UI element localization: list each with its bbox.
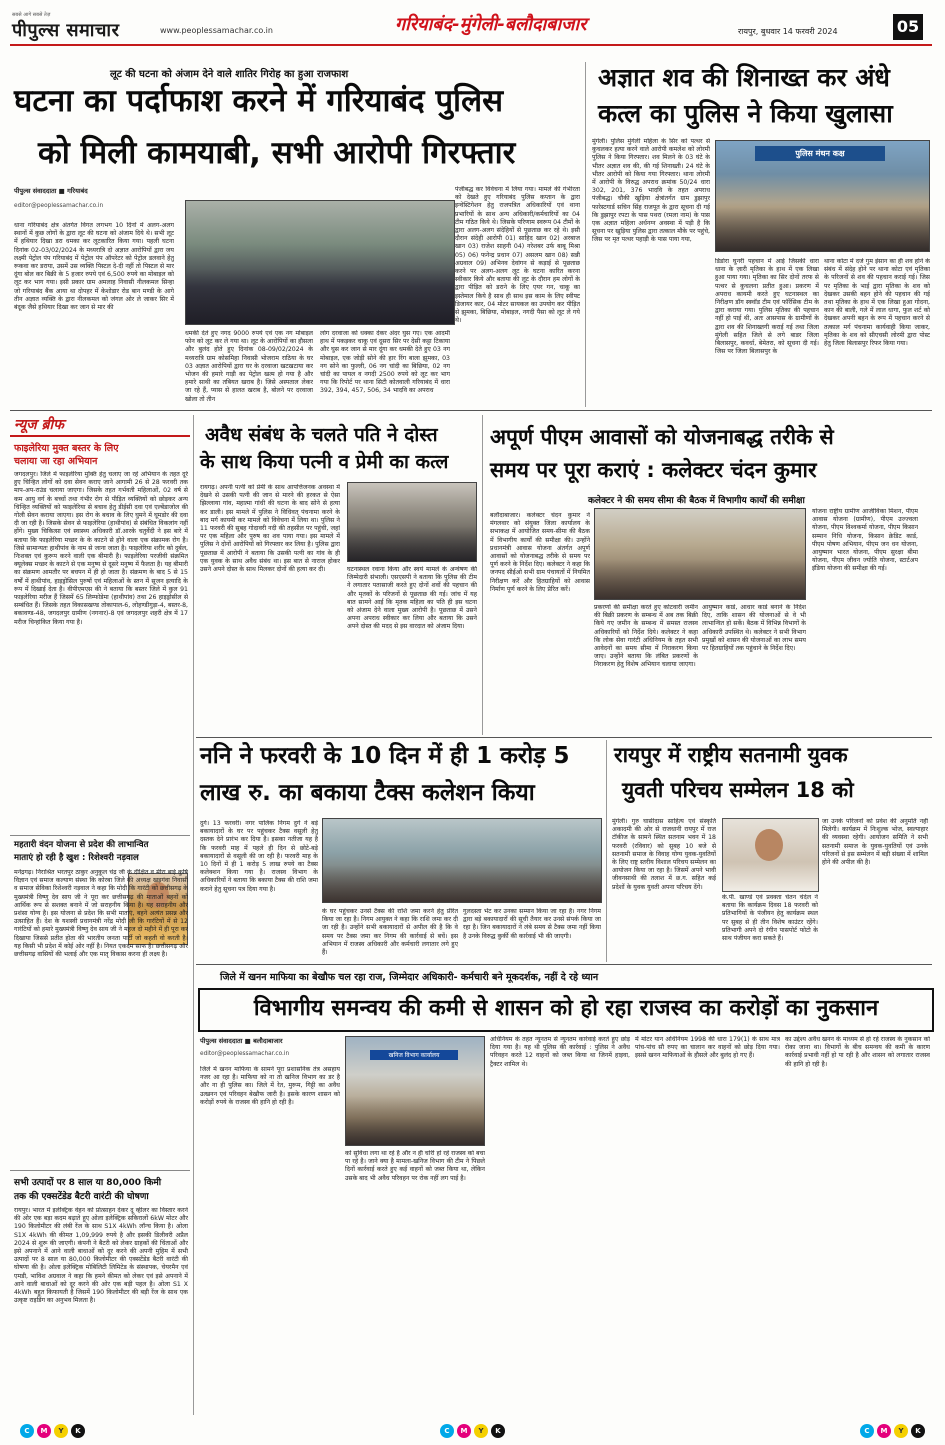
divider-story3-story4	[482, 415, 483, 735]
bottom-byline-text: पीपुल्स संवाददाता ■ बलौदाबाजार	[200, 1037, 283, 1045]
footer-cmyk-center	[440, 1424, 505, 1438]
story-6-column-3: जा उनके परिजनों को प्रवेश की अनुमति नहीं मिलेगी। कार्यक्रम में निःशुल्क भोज, स्वल्पाहार की व्यवस्था रहेगी। आयोजन समिति ने सभी सतनामी समाज के युवक-युवतियों एवं उनके परिजनों से इस सम्मेलन में बड़ी संख्या में शामिल होने की अपील की है।	[822, 818, 928, 867]
story-3-column-2: घटनास्थल रवाना किया और स्वयं मामले के अन्वेषण की जिम्मेदारी संभाली। एसएसपी ने बताया कि पुलिस की टीम ने लगातार पतासाजी करते हुए दोनों शवों की पहचान की और मृतकों के परिजनों से पूछताछ की गई। जांच में यह बात सामने आई कि मृतक महिला का पति ही इस घटना को अंजाम देने वाला मुख्य आरोपी है। पूछताछ में उसने अपना अपराध स्वीकार कर लिया और बताया कि उसने अपने दोस्त की मदद से इस वारदात को अंजाम दिया।	[347, 566, 477, 631]
tax-collection-photo	[322, 818, 602, 903]
story-3-column-1: रायगढ़। अपनी पत्नी को प्रेमी के साथ आपत्तिजनक अवस्था में देखने से उसकी पत्नी की जान से मारने की हरकत से ऐसा झिल्लाया गांव, महात्मा गांधी की घटना के बाद सोने से हत्या कर डाली। इस मामले में पुलिस ने विधिवत् पंचनामा करने के बाद मर्ग कायमी कर मामले को विवेचना में लिया था। पुलिस ने 11 फरवरी की सुबह गोदावरी नदी की तहसील पर पहुंची, जहां पर एक महिला और पुरुष का शव पाया गया। इस मामले में पुलिस ने दोनों आरोपियों को गिरफ्तार कर लिया है। पुलिस द्वारा पूछताछ में आरोपी ने बताया कि उसकी पत्नी का गांव के ही एक युवक के साथ अवैध संबंध था। इस बात से नाराज होकर उसने अपने दोस्त के साथ मिलकर दोनों की हत्या कर दी।	[200, 484, 340, 574]
brief-divider-1	[10, 835, 190, 836]
site-url[interactable]: www.peoplessamachar.co.in	[160, 26, 273, 35]
brief-2-title-line-2: माताएं हो रही है खुश : रिशेश्वरी नड़वाल	[14, 853, 139, 863]
divider-brief	[193, 415, 194, 1415]
story-4-column-1: बलौदाबाजार। कलेक्टर चंदन कुमार ने मंगलवार को संयुक्त जिला कार्यालय के सभाकक्ष में आयोजित समय-सीमा की बैठक में विभागीय कार्यों की समीक्षा की। उन्होंने प्रधानमंत्री आवास योजना अंतर्गत अपूर्ण आवासों को योजनाबद्ध तरीके से समय पर पूर्ण करने के निर्देश दिए। कलेक्टर ने कहा कि जनपद सीईओ सभी ग्राम पंचायतों में नियमित निरीक्षण करें और हितग्राहियों को आवास निर्माण पूर्ण करने के लिए प्रेरित करें।	[490, 512, 590, 593]
logo	[12, 12, 162, 40]
brief-3-title-line-2: तक की एक्सटेंडेड बैटरी वारंटी की घोषणा	[14, 1192, 149, 1202]
story-1-column-3: लोग दरवाजा को धक्का देकर अंदर घुस गए। एक आदमी हाथ में पकड़कर चाकू एवं दूसरा सिर पर देसी कट्टा टिकाया और घुस कर जान से मार दूंगा कर धमकी देते हुए 03 नग मोबाइल, एक जोड़ी सोने की हार रिंग बाला झुमका, 03 नग सोने का फुल्ली, 06 नग चांदी का बिछिया, 02 नग चांदी का पायल व नगदी 2500 रुपये को लूट कर भाग गया कि रिपोर्ट पर थाना सिटी कोतवाली गरियाबंद में धारा 392, 394, 457, 506, 34 भादवि का अपराध	[320, 330, 450, 395]
story-2-column-3: थाना कोटा में दर्ज गुम इंसान का ही शव होने के संबंध में संदेह होने पर थाना कोटा एवं मृतिका के परिजनों से शव की पहचान कराई गई। जिस पर मृतिका के भाई द्वारा मृतिका के शव को देखकर उसकी बहन होने की पहचान की गई तथा मृतिका के हाथ में एक लिखा हुआ गोदना, कान की बाली, गले में लाल धागा, फुल शर्ट को देखकर अपनी बहन के रूप में पहचान करने से तत्काल मर्ग पंचनामा कार्यवाही किया जाकर, मृतिका के शव को सीएचसी लोरमी द्वारा पोस्ट हेतु जिला बिलासपुर रिफर किया गया।	[824, 258, 930, 348]
issue-date: रायपुर, बुधवार 14 फरवरी 2024	[738, 27, 838, 36]
story-4-headline-line-2: समय पर पूरा कराएं : कलेक्टर चंदन कुमार	[490, 458, 817, 482]
story-1-kicker: लूट की घटना को अंजाम देने वाले शातिर गिरोह का हुआ राजफाश	[110, 69, 349, 80]
story-3-photo	[347, 482, 477, 562]
story-2-photo	[715, 140, 930, 252]
story-4-headline-line-1: अपूर्ण पीएम आवासों को योजनाबद्ध तरीके से	[490, 425, 834, 449]
portrait-face	[755, 829, 783, 861]
cmyk-k: K	[491, 1424, 505, 1438]
masthead	[0, 0, 945, 48]
story-2-headline-line-2: कत्ल का पुलिस ने किया खुलासा	[598, 99, 893, 128]
news-brief-rule	[10, 435, 190, 437]
bottom-column-3: अधिनियम के तहत न्यूनतम से न्यूनतम कार्रवाई करते हुए छोड़ दिया गया है। यह थी पुलिस की कार्रवाई : पुलिस ने अवैध परिवहन करते 12 वाहनों को जब्त किया था जिनमें हाइवा, ट्रैक्टर शामिल थे।	[490, 1036, 630, 1068]
bottom-headline-box	[198, 988, 934, 1032]
story-1-byline	[14, 186, 174, 209]
story-4-photo	[594, 508, 806, 600]
bottom-column-1: जिले में खनन माफिया के सामने पूरा प्रशासनिक तंत्र असहाय नजर आ रहा है। माफिया को ना तो खनिज विभाग का डर है और ना ही पुलिस का। जिले में रेत, मुरूम, गिट्टी का अवैध उत्खनन एवं परिवहन बेखौफ जारी है। इसके कारण शासन को करोड़ों रुपये के राजस्व की हानि हो रही है।	[200, 1066, 340, 1106]
bottom-photo	[345, 1036, 485, 1146]
cmyk-m: M	[877, 1424, 891, 1438]
bottom-byline	[200, 1036, 345, 1057]
story-4-column-3: आयुष्मान कार्ड, आधार कार्ड बनाने के निर्देश दिए, ताकि शासन की योजनाओं से वे भी लाभान्वित हो सकें। बैठक में विभिन्न विभागों के अधिकारी उपस्थित थे। कलेक्टर ने सभी विभाग प्रमुखों को शासन की योजनाओं का लाभ समय पर हितग्राहियों तक पहुंचाने के निर्देश दिए।	[702, 604, 806, 653]
story-5-headline-line-2: लाख रु. का बकाया टैक्स कलेशन किया	[200, 780, 535, 806]
brief-3-title-line-1: सभी उत्पादों पर 8 साल या 80,000 किमी	[14, 1178, 162, 1188]
bottom-column-2: को सुविधा लगा था रहे है और न ही चोरी हो रहे राजस्व को बचा पा रहे है। जाने क्या है मामला-खनिज विभाग की टीम ने पिछले दिनों कार्रवाई करते हुए कई वाहनों को जब्त किया था, लेकिन उसके बाद भी अवैध परिवहन पर रोक नहीं लग पाई है।	[345, 1150, 485, 1182]
cmyk-c: C	[860, 1424, 874, 1438]
story-1-byline-text: पीपुल्स संवाददाता ■ गरियाबंद	[14, 187, 88, 195]
logo-text: पीपुल्स समाचार	[12, 20, 120, 41]
news-brief-label: न्यूज ब्रीफ	[14, 417, 64, 433]
story-5-column-2: के घर पहुंचकर उनसे टैक्स की राशि जमा करने हेतु प्रेरित किया जा रहा है। निगम आयुक्त ने कहा कि राशि जमा कर दी जा रही है। उन्होंने सभी बकायादारों से अपील की है कि वे समय पर टैक्स जमा कर निगम की कार्रवाई से बचें। इस अभियान में राजस्व अधिकारी और कर्मचारी लगातार लगे हुए हैं।	[322, 908, 458, 957]
bottom-column-4: में मोटर यान अधिनियम 1998 की धारा 179(1) के साथ मात्र पांच-पांच सौ रुपए का चालान कर वाहनों को छोड़ दिया गया। इससे खनन माफियाओं के हौसले और बुलंद हो गए हैं।	[635, 1036, 780, 1060]
story-1-column-1: धाना गरियाबंद क्षेत्र अंतर्गत विगत लगभग 10 दिनों में अलग-अलग स्थानों में कुछ लोगों के द्वारा लूट की घटना को अंजाम दिये थे। सभी लूट में हथियार दिखा डरा धमका कर लूटकारित किया गया। पहली घटना दिनांक 02-03/02/2024 के मध्यरात्रि दो अज्ञात आरोपियों द्वारा जय लक्ष्मी पेट्रोल पंप गरियाबंद में पेट्रोल पंप ऑपरेटर को पेट्रोल डलवाने हेतु रूकवा कर डराया, उसमें उस व्यक्ति पिस्टल दे-दी नहीं तो पिस्टल से मार दूंगा बोल कर बिक्री के 5 हजार रुपये एवं 6,500 रुपये का मोबाइल को लूट कर भाग गया। इसी प्रकार ग्राम अमलाह निवासी नीलकमल सिन्हा जो गरियाबंद बैंक आया था दोपहर में केशोडार रोड बान मण्डी के आगे तीन अज्ञात व्यक्ति के द्वारा नीलकमल को जंगल ओर ले जाकर सिर में बंदूक जैसे हथियार दिखा कर जान से मार की	[14, 222, 174, 312]
brief-1-text: जगदलपुर। जिले में फाइलेरिया मुक्ति हेतु चलाए जा रहे अभियान के तहत दूरे हुए चिन्हित लोगों को दवा सेवन कराए जाने आगामी 26 से 28 फरवरी तक माप-अप-राउंड चलाया जाएगा। जिसके तहत गर्भवती महिलाओं, 02 वर्ष से कम आयु वर्ग के बच्चों तथा गंभीर रोग से पीड़ित व्यक्तियों को छोड़कर अन्य चिन्हित व्यक्तियों को फाइलेरिया से बचाव हेतु डीईसी दवा एवं एल्बेंडाजोल की गोली सेवन कराया जाएगा। इस रोग के बचाव के लिए घुमने में घूमडोर की दवा दी जा रही है। जिसके सेवन से फाइलेरिया (हाथीपांव) से संबंधित विकलांग नहीं होंगे। मुख्य चिकित्सा एवं स्वास्थ्य अधिकारी डॉ.आरके चतुर्वेदी ने इस बारे में बताया कि फाइलेरिया मच्छर के के काटने से होने वाला एक संक्रामक रोग है। जिसे सामान्यतः हाथीपांव के नाम से जाना जाता है। फाइलेरिया शरीर को दुर्बल, निःशक्त एवं कुरूप करने वाली एक बीमारी है। फाइलेरिया परजीवी संक्रमित क्यूलेक्स मच्छर के काटने से एक मनुष्य से दूसरे मनुष्य में फैलता है। यह बीमारी का संक्रमण आमतौर पर बचपन में ही हो जाता है। संक्रमण के बाद 5 से 15 वर्षों में हाथीपांव, हाइड्रोसिल पुरुषों एवं महिलाओं के स्तन में सूजन इत्यादि के रूप में दिखाई देता है। वीपीएमएस की ने बताया कि बस्तर जिले में कुल 91 फाइलेरिया मरीज हैं जिसमें 65 लिम्फोडेमा (हाथीपांव) तथा 26 हाइड्रोसील से सम्बंधित हैं। जिसके तहत विकासखण्ड तोकापाल-6, लोहण्डीगुड़ा-4, बस्तर-8, बकावण्ड-48, जगदलपुर ग्रामीण (नगनार)-8 एवं जगदलपुर शहरी क्षेत्र में 17 मरीज चिन्हांकित किया गया है।	[14, 471, 188, 626]
story-5-photo	[322, 818, 602, 903]
brief-2-title-line-1: महतारी वंदन योजना से प्रदेश की लाभान्वित	[14, 840, 149, 850]
bottom-email[interactable]: editor@peoplessamachar.co.in	[200, 1051, 290, 1057]
cmyk-y: Y	[474, 1424, 488, 1438]
story-6-column-2: के.पी. खाण्डे एवं प्रवक्ता चेतन चंदेल ने बताया कि कार्यक्रम दिवस 18 फरवरी को प्रतिभागियों के पंजीयन हेतु कार्यक्रम स्थल पर सुबह से ही तीन विशेष काउंटर रहेंगे। प्रतिभागी अपने दो रंगीन पासपोर्ट फोटो के साथ पंजीयन करा सकते हैं।	[722, 894, 818, 943]
story-3-headline-line-2: के साथ किया पत्नी व प्रेमी का कत्ल	[200, 451, 449, 473]
story-4-subhead: कलेक्टर ने की समय सीमा की बैठक में विभागीय कार्यों की समीक्षा	[588, 496, 805, 506]
rule-bottom-section	[196, 964, 932, 965]
police-banner: पुलिस मंथन कक्ष	[755, 146, 885, 161]
footer-cmyk-right	[860, 1424, 925, 1438]
brief-3-text: रायपुर। भारत में इलेक्ट्रिक वेहन को प्रोत्साहन देकर दू व्हीलर का विस्तार करने की ओर एक बड़ा कदम बढ़ाते हुए ओला इलेक्ट्रिक सकिरालों 6kW मोटर और 190 किलोमीटर की लंबी रेंज के साथ S1X 4kWh लॉन्च किया है। ओला S1X 4kWh की कीमत 1,09,999 रुपये है और इसकी डिलीवरी अप्रैल 2024 से शुरू की जाएगी। कंपनी ने बैटरी को लेकर ग्राहकों की चिंताओं और इसे अपनाने में आने वाली बाधाओं को दूर करने की अपनी मुहिम में सभी उत्पादों पर 8 साल या 80,000 किलोमीटर की एक्सटेंडेड बैटरी वारंटी की घोषणा की है। ओला इलेक्ट्रिक मोबिलिटी लिमिटेड के संस्थापक, चेयरमैन एवं एमडी, भाविश अग्रवाल ने कहा कि हमने कीमत को लेकर एवं इसे अपनाने में आने वाली बाधाओं को दूर करने की ओर एक बड़ी पहल है। ओला S1 X 4kWh बहुत किफायती है जिसमें 190 किलोमीटर की बड़ी रेंज के साथ एक उत्कृष्ट राइडिंग का अनुभव मिलता है।	[14, 1207, 188, 1305]
story-5-column-3: गुलदस्ता भेंट कर उनका सम्मान किया जा रहा है। नगर निगम द्वारा बड़े बकायादारों की सूची तैयार कर उनसे संपर्क किया जा रहा है। जिन बकायादारों ने लंबे समय से टैक्स जमा नहीं किया है उनके विरुद्ध कुर्की की कार्रवाई भी की जाएगी।	[463, 908, 601, 940]
story-5-column-1: दुर्ग। 13 फरवरी। नगर पालिक निगम दुर्ग ने बड़े बकायादारों के घर पर पहुंचकर टैक्स वसूली हेतु दस्तक देने प्रारंभ कर दिया है। इसका नतीजा यह है कि फरवरी माह में पहले ही दिन से छोटे-बड़े बकायादारों से वसूली की जा रही है। फरवरी माह के 10 दिनों में ही 1 करोड़ 5 लाख रुपये का टैक्स कलेक्शन किया गया है। राजस्व विभाग के अधिकारियों ने बताया कि बकाया टैक्स की राशि जमा कराने हेतु सूचना पत्र दिया गया है।	[200, 820, 318, 893]
story-1-photo	[185, 200, 455, 325]
page-number-text: 05	[896, 17, 920, 36]
brief-divider-2	[10, 1170, 190, 1171]
story-6-column-1: मुंगेली। गुरु घासीदास साहित्य एवं संस्कृति अकादमी की ओर से राजधानी रायपुर में राज टॉकीज के सामने स्थित सतनाम भवन में 18 फरवरी (रविवार) को सुबह 10 बजे से सतनामी समाज के विवाह योग्य युवक-युवतियों के लिए राष्ट्र स्तरीय विशाल परिचय सम्मेलन का आयोजन किया जा रहा है। जिसमें अपने भावी जीवनसाथी की तलाश में छ.ग. सहित कई प्रदेशों के युवक युवती अपना परिचय देंगे।	[612, 818, 716, 891]
accused-photo	[347, 482, 477, 562]
page-number	[893, 14, 923, 40]
cmyk-y: Y	[54, 1424, 68, 1438]
story-3-headline-line-1: अवैध संबंध के चलते पति ने दोस्त	[205, 424, 438, 446]
story-2-headline-line-1: अज्ञात शव की शिनाख्त कर अंधे	[598, 63, 890, 92]
cmyk-c: C	[20, 1424, 34, 1438]
divider-story1-story2	[585, 62, 586, 407]
news-brief-column	[10, 415, 190, 1425]
cmyk-c: C	[440, 1424, 454, 1438]
brief-1-title-line-2: चलाया जा रहा अभियान	[14, 456, 98, 467]
story-1-email[interactable]: editor@peoplessamachar.co.in	[14, 203, 104, 209]
story-4-column-4: योजना राष्ट्रीय ग्रामीण आजीविका मिशन, पीएम आवास योजना (ग्रामीण), पीएम उज्ज्वला योजना, पीएम विश्वकर्मा योजना, पीएम किसान सम्मान निधि योजना, किसान क्रेडिट कार्ड, पीएम पोषण अभियान, पीएम जन धन योजना, आयुष्मान भारत योजना, पीएम सुरक्षा बीमा योजना, पीएम जीवन ज्योति योजना, स्टार्टअप इंडिया योजना की समीक्षा की गई।	[812, 508, 918, 573]
story-2-column-1: मुंगेली। पुलिस मुंगेली महिला के सिर को पत्थर से कुचलकर हत्या करने वाले आरोपी कमलेश को लोरमी पुलिस ने किया गिरफ्तार। शव मिलने के 03 घंटे के भीतर अज्ञात शव की, की गई शिनाख्ती। 24 घंटे के भीतर आरोपी को किया गया गिरफ्तार। थाना लोरमी में आरोपी के विरुद्ध अपराध क्रमांक 50/24 धारा 302, 201, 376 भादवि के तहत अपराध पंजीबद्ध। चौकी खुड़िया क्षेत्रांतर्गत ग्राम डुझापुर फारेस्टगार्ड सचिन सिंह राजपूत के द्वारा सूचना दी गई कि डुझापुर रपटा के पास पथरा (रमला नाम) के पास एक अज्ञात महिला अर्धनग्न अवस्था में पड़ी है कि सूचना पर खुड़िया पुलिस द्वारा तत्काल मौके पर पहुंचे, जिस पर मृत पत्थर पहाड़ी के पास पाया गया,	[592, 138, 710, 244]
story-1-headline-line-2: को मिली कामयाबी, सभी आरोपी गिरफ्तार	[38, 135, 516, 171]
bottom-headline: विभागीय समन्वय की कमी से शासन को हो रहा राजस्व का करोड़ों का नुकसान	[253, 996, 879, 1021]
brief-2-text: मनेंद्रगढ़। निराश्रित भरतपुर ठाकुर अनुकूल चंद्र जी के दीक्षित व मीरा बाई कुषि विज्ञान एवं समाज कल्याण संस्था कि कोरबा जिले की अध्यक्ष खड़गंवा निवासी व समाज सेविका रिशेश्वरी नड़वाल ने कहा कि मोदी कि गारंटी को छत्तीसगढ़ के मुख्यमंत्री विष्णु देव साय जी ने पूरा कर छत्तीसगढ़ की माताओं बहनों को आर्थिक रूप से सशक्त बनाने में जो सराहनीय किया है। यह सराहनीय और प्रशंसा योग्य है। इस योजना से प्रदेश कि सभी माताएं, बहने अत्यंत प्रसन्न और उत्साहित हैं। देश के यशस्वी प्रधानमंत्री नरेंद्र मोदी जी कि गारंटियों में से 12 गारंटियों को हमारे मुख्यमंत्री विष्णु देव साय जी ने महज दो महीने में ही पूरा कर दिखाया जिससे प्रतीत होता की भारतीय जनता पार्टी जो कहती वो करती है। यह किसी भी प्रदेश में कोई ओर नहीं है। नियत एकदम साफ है। छत्तीसगढ़ और छत्तीसगढ़ वासियों की भलाई और एक मातृ विकास करना ही लक्ष्य है।	[14, 869, 188, 959]
story-6-headline-line-1: रायपुर में राष्ट्रीय सतनामी युवक	[614, 743, 848, 767]
story-6-headline-line-2: युवती परिचय सम्मेलन 18 को	[622, 778, 854, 802]
divider-story5-story6	[606, 740, 607, 962]
story-1-headline-line-1: घटना का पर्दाफाश करने में गरियाबंद पुलिस	[14, 83, 504, 119]
story-6-portrait	[722, 818, 819, 892]
story-1-column-4: पंजीबद्ध कर विवेचना में लिया गया। मामले की गंभीरता को देखते हुए गरियाबंद पुलिस कप्तान के द्वारा इन्वेस्टिगेशन हेतु राजपत्रित अधिकारियों एवं थाना प्रभारियों के साथ अन्य अधिकारी/कर्मचारियों का 04 टीम गठित किये थे। जिसके परिणाम स्वरूप 04 टीमों के द्वारा अलग-अलग संदेहियों से पूछताछ कर रहे थे। इसी दौरान संदेही आरोपी 01) साहिद खान 02) अरबाज खान 03) राजेश साहनी 04) नरेशबर उर्फ बाबू मिश्रा 05) 06) फनेन्द्र प्रधान 07) असलम खान 08) सन्नी अग्रवाल 09) अभिनव देवांगन से कड़ाई से पूछताछ करने पर अलग-अलग लूट के घटना कारित करना स्वीकार किये और बताया की लूट के दौरान हम लोगों के द्वारा पीड़ित को डराने के लिए एयर गन, चाकू का इस्तेमाल किये है साथ ही साथ इस काम के लिए स्वीफ्ट डिजायर कार, 04 मोटर सायकल का उपयोग कर पीड़ित से झुमका, बिछिया, मोबाइल, नगदी पैसा को लूट ले गये थे।	[455, 186, 580, 325]
story-4-column-2: प्रकरणों की समीक्षा करते हुए कोटवारी जमीन की बिक्री प्रकरण के सम्बन्ध में अब तक बिक्री किये गए जमीन के सम्बन्ध में समस्त राजस्व अधिकारियों को निर्देश दिये। कलेक्टर ने कहा कि लोक सेवा गारंटी अधिनियम के तहत सभी आवेदनों का समय सीमा में निराकरण किया जाए। उन्होंने बताया कि लंबित प्रकरणों के निराकरण हेतु विशेष अभियान चलाया जाएगा।	[594, 604, 698, 669]
bottom-kicker: जिले में खनन माफिया का बेखौफ चल रहा राज, जिम्मेदार अधिकारी- कर्मचारी बने मूकदर्शक, नहीं दे रहे ध्यान	[220, 972, 599, 983]
footer-cmyk-left	[20, 1424, 85, 1438]
bottom-column-5: का उद्देश्य अवैध खनन के माध्यम से हो रहे राजस्व के नुकसान को रोका जाना था। विभागों के बीच समन्वय की कमी के कारण कार्रवाई प्रभावी नहीं हो पा रही है और शासन को लगातार राजस्व की हानि हो रही है।	[785, 1036, 930, 1068]
rule-mid-section	[196, 737, 932, 738]
cmyk-m: M	[457, 1424, 471, 1438]
cmyk-y: Y	[894, 1424, 908, 1438]
section-title: गरियाबंद-मुंगेली-बलौदाबाजार	[395, 14, 587, 35]
cmyk-k: K	[911, 1424, 925, 1438]
meeting-photo	[594, 508, 806, 600]
cmyk-k: K	[71, 1424, 85, 1438]
arrested-group-photo	[185, 200, 455, 325]
masthead-rule	[10, 44, 932, 46]
rule-top-section	[10, 410, 932, 411]
brief-1-title-line-1: फाइलेरिया मुक्त बस्तर के लिए	[14, 443, 119, 454]
office-sign: खनिज विभाग कार्यालय	[370, 1050, 458, 1060]
story-1-column-2: धमकी देते हुए नगद 9000 रुपये एवं एक नग मोबाइल फोन को लूट कर ले गया था। लूट के आरोपियों का हौसला और बुलंद होते हुए दिनांक 08-09/02/2024 के मध्यरात्रि ग्राम कोसमिहा निवासी भोजराम राठिया के घर 03 अज्ञात आरोपियों द्वारा घर के दरवाजा खटखटाया कर भोजन की हमारे गाड़ी का पेट्रोल खत्म हो गया है और हमारे साथी का तबियत खराब है। जिसे अस्पताल लेकर जा रहे हैं, प्यास से हालत खराब है, बोलने पर दरवाजा खोला तो तीन	[185, 330, 313, 402]
cmyk-m: M	[37, 1424, 51, 1438]
logo-tagline: सबसे आगे सबसे तेज़	[12, 12, 51, 18]
story-5-headline-line-1: ननि ने फरवरी के 10 दिन में ही 1 करोड़ 5	[200, 743, 570, 769]
story-2-column-2: डिंडोरा घुनरी पहचान में आई जिसकी धारा धाना के ज़ारी मृतिका के हाथ में एक लिखा हुआ पाया गया। मृतिका का सिर दोनों तरफ से पत्थर से कुचलना प्रतीत हुआ। प्रकरण में अपराध कायमी करते हुए घटनास्थल का निरीक्षण डॉग स्क्वॉड टीम एवं फॉरेंसिक टीम के द्वारा कराया गया। पुलिस मृतिका की पहचान नहीं हो पाई थी, अतः आसपास के ग्रामीणों के द्वारा शव की शिनाख्तगी कराई गई तथा जिला मुंगेली सहित जिले से लगे बाडर जिला बिलासपुर, कवर्धा, बेमेतरा, को सूचना दी गई। जिस पर जिला बिलासपुर के	[715, 258, 819, 356]
